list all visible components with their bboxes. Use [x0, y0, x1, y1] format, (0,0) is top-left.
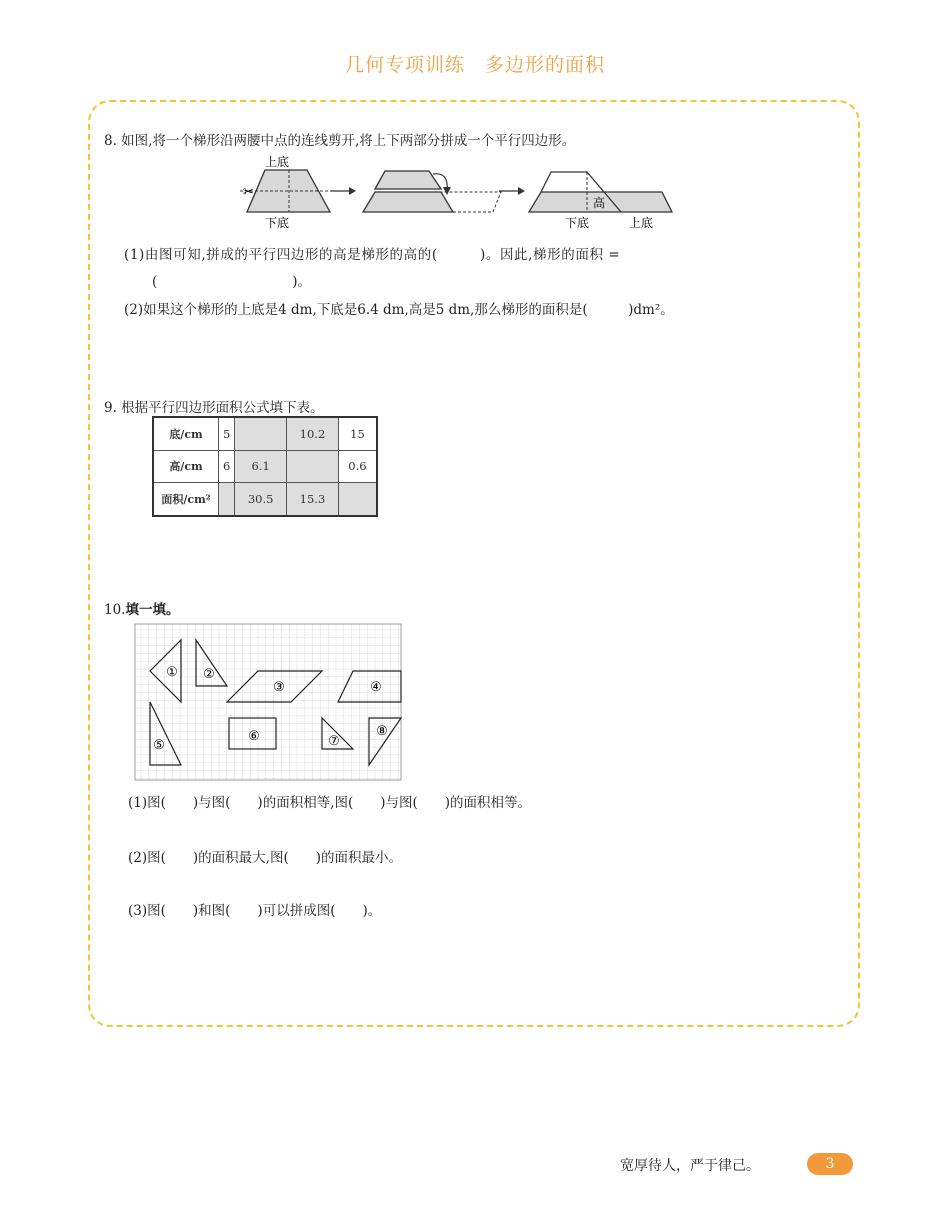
q10-grid-figure: [133, 622, 405, 784]
page-number-badge: 3: [807, 1153, 853, 1175]
page-title: 几何专项训练 多边形的面积: [344, 54, 605, 76]
table-cell-blank[interactable]: [287, 450, 339, 482]
q9-table: [152, 416, 378, 517]
table-cell: 6: [219, 450, 235, 482]
label-top-base-2: 上底: [629, 216, 654, 230]
trapezoid-upper-piece: [375, 171, 441, 189]
arrow-1-head: [349, 187, 356, 195]
q10-stem-text: 填一填。: [125, 602, 180, 618]
q8-stem: 8. 如图,将一个梯形沿两腰中点的连线剪开,将上下两部分拼成一个平行四边形。: [104, 133, 576, 149]
shape-3-label: ③: [273, 680, 285, 695]
trapezoid-lower-piece: [363, 192, 453, 212]
footer-motto: 宽厚待人，严于律己。: [620, 1158, 760, 1174]
q10-stem: [104, 598, 179, 618]
shape-2-label: ②: [203, 667, 215, 682]
label-bottom-base-2: 下底: [565, 216, 590, 230]
q8-part2: (2)如果这个梯形的上底是4 dm,下底是6.4 dm,高是5 dm,那么梯形的面积是( )dm²。: [124, 302, 674, 318]
table-cell: 0.6: [338, 450, 377, 482]
label-height: 高: [593, 196, 606, 210]
label-top-base: 上底: [265, 155, 290, 169]
table-row: [153, 450, 377, 482]
table-cell: 15: [338, 417, 377, 450]
shape-5-label: ⑤: [153, 738, 165, 753]
arrow-2-head: [518, 187, 525, 195]
table-cell-blank[interactable]: [338, 483, 377, 516]
q10-number: 10.: [104, 602, 126, 618]
q10-part1: (1)图( )与图( )的面积相等,图( )与图( )的面积相等。: [128, 795, 532, 811]
table-row: [153, 417, 377, 450]
q9-stem: 9. 根据平行四边形面积公式填下表。: [104, 400, 324, 416]
shape-1-label: ①: [166, 665, 178, 680]
table-cell: 30.5: [235, 483, 287, 516]
row-header-area: 面积/cm²: [153, 483, 219, 516]
q8-part1-line1: (1)由图可知,拼成的平行四边形的高是梯形的高的( )。因此,梯形的面积 =: [124, 247, 621, 263]
label-bottom-base: 下底: [265, 216, 290, 230]
shape-4-label: ④: [370, 680, 382, 695]
row-header-base: 底/cm: [153, 417, 219, 450]
table-cell: 15.3: [287, 483, 339, 516]
table-cell: 10.2: [287, 417, 339, 450]
scissors-icon: ✂: [243, 185, 254, 200]
table-row: [153, 483, 377, 516]
q8-trapezoid-figure: [235, 150, 685, 232]
shape-8-label: ⑧: [376, 724, 388, 739]
q10-part3: (3)图( )和图( )可以拼成图( )。: [128, 903, 382, 919]
table-cell: 6.1: [235, 450, 287, 482]
table-cell-blank[interactable]: [219, 483, 235, 516]
row-header-height: 高/cm: [153, 450, 219, 482]
content-frame: [88, 100, 860, 1027]
rotation-arrow-head: [443, 187, 451, 195]
q10-part2: (2)图( )的面积最大,图( )的面积最小。: [128, 850, 402, 866]
shape-6-label: ⑥: [248, 729, 260, 744]
shape-7-label: ⑦: [328, 734, 340, 749]
table-cell-blank[interactable]: [235, 417, 287, 450]
table-cell: 5: [219, 417, 235, 450]
q8-part1-line2: ( )。: [152, 274, 312, 290]
